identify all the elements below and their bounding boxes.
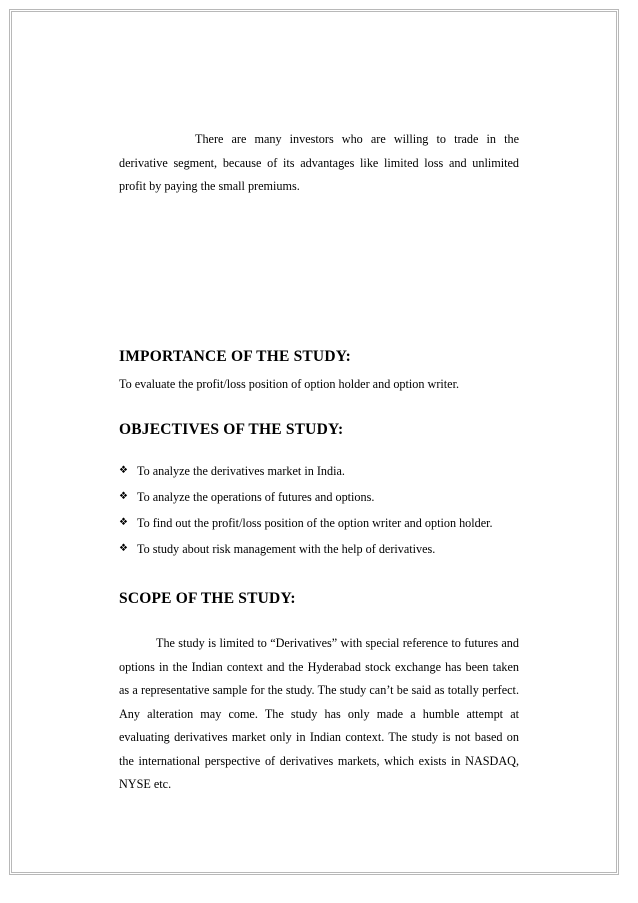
intro-section <box>119 128 519 199</box>
objective-text: To study about risk management with the help of derivatives. <box>137 542 436 556</box>
list-item <box>119 536 529 562</box>
scope-paragraph: The study is limited to “Derivatives” with special reference to futures and options in the Indian context and the Hyderabad stock exchange has been taken as a representative sample for the study. The study can’t be said as totally perfect. Any alteration may come. The study has only made a humble attempt at evaluating derivatives market only in Indian context. The study is not based on the international perspective of derivatives markets, which exists in NASDAQ, NYSE etc. <box>119 636 519 791</box>
diamond-bullet-icon: ❖ <box>119 543 128 554</box>
list-item <box>119 458 529 484</box>
scope-heading: SCOPE OF THE STUDY: <box>119 590 296 607</box>
objective-text: To analyze the operations of futures and options. <box>137 490 375 504</box>
objective-text: To analyze the derivatives market in India. <box>137 464 345 478</box>
objective-text: To find out the profit/loss position of the option writer and option holder. <box>137 516 493 530</box>
diamond-bullet-icon: ❖ <box>119 517 128 528</box>
objectives-heading: OBJECTIVES OF THE STUDY: <box>119 421 344 438</box>
list-item <box>119 484 529 510</box>
scope-section <box>119 632 519 797</box>
diamond-bullet-icon: ❖ <box>119 465 128 476</box>
objectives-list <box>119 458 529 562</box>
diamond-bullet-icon: ❖ <box>119 491 128 502</box>
list-item <box>119 510 529 536</box>
importance-text: To evaluate the profit/loss position of option holder and option writer. <box>119 377 459 391</box>
intro-paragraph: There are many investors who are willing to trade in the derivative segment, because of its advantages like limited loss and unlimited profit by paying the small premiums. <box>119 132 519 193</box>
importance-heading: IMPORTANCE OF THE STUDY: <box>119 348 352 365</box>
